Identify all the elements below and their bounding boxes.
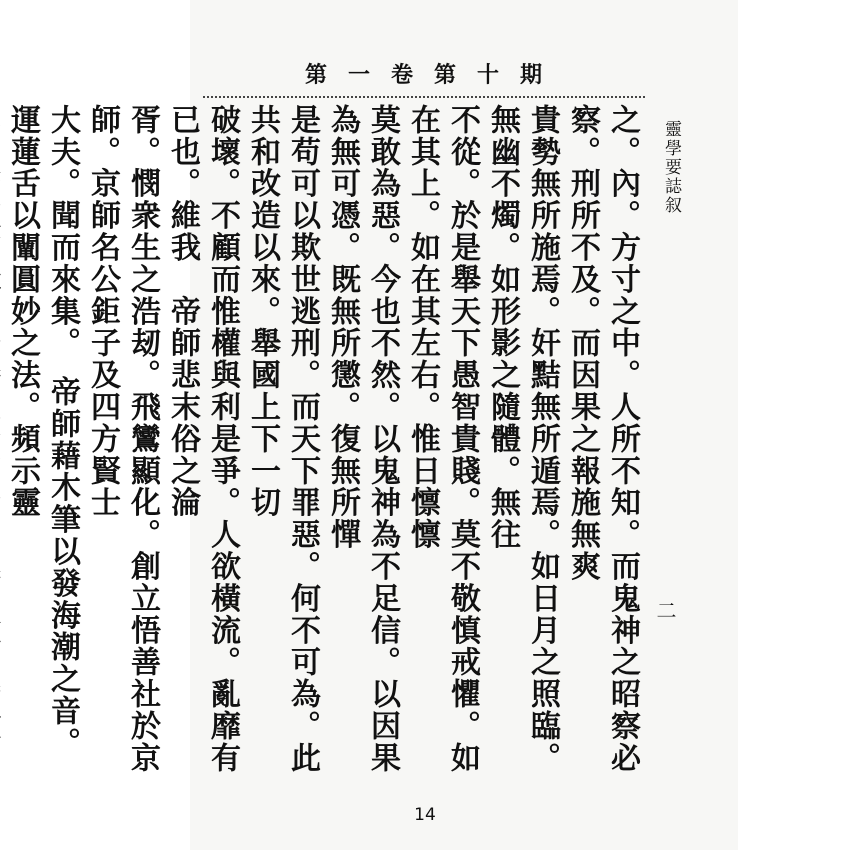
text-column: 胥。憫衆生之浩刼。飛鸞顯化。創立悟善社於京師。京師名公鉅子及四方賢士 <box>85 104 160 774</box>
header-rule <box>203 96 645 102</box>
text-column: 破壞。不顧而惟權與利是爭。人欲橫流。亂靡有已也。維我 帝師悲末俗之淪 <box>165 104 240 774</box>
text-column: 莫敢為惡。今也不然。以鬼神為不足信。以因果為無可憑。既無所懲。復無所憚 <box>325 104 400 774</box>
side-folio: 二 <box>653 600 677 620</box>
side-book-title: 靈學要誌叙 <box>661 120 681 215</box>
text-column: 貴勢無所施焉。奸黠無所遁焉。如日月之照臨。無幽不燭。如形影之隨體。無往 <box>485 104 560 774</box>
text-column: 之。內。方寸之中。人所不知。而鬼神之昭察必察。刑所不及。而因果之報施無爽 <box>565 104 640 774</box>
text-column: 不從。於是舉天下愚智貴賤。莫不敬慎戒懼。如在其上。如在其左右。惟日懔懔 <box>405 104 480 774</box>
running-header: 第一卷第十期 <box>305 62 564 88</box>
text-column: 大夫。聞而來集。 帝師藉木筆以發海潮之音。運蓮舌以闡圓妙之法。頻示靈 <box>5 104 80 759</box>
page-number: 14 <box>414 805 436 825</box>
text-column: 是苟可以欺世逃刑。而天下罪惡。何不可為。此共和改造以來。舉國上下一切 <box>245 104 320 774</box>
body-text <box>5 104 642 790</box>
text-column <box>0 104 2 790</box>
